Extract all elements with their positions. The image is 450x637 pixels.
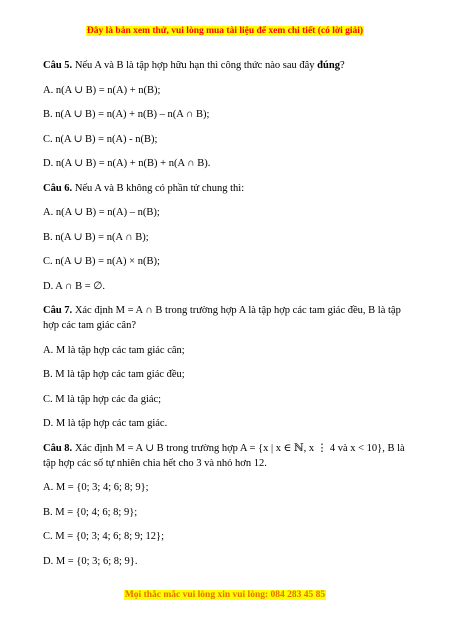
question-6 xyxy=(43,181,415,196)
question-label: Câu 7. xyxy=(43,305,73,316)
option-b: B. n(A ∪ B) = n(A ∩ B); xyxy=(43,231,149,243)
question-label: Câu 5. xyxy=(43,60,73,71)
option-a: A. n(A ∪ B) = n(A) – n(B); xyxy=(43,207,160,218)
question-list xyxy=(43,58,415,578)
question-text: Xác định M = A ∩ B trong trường hợp A là tập hợp các tam giác đều, B là tập hợp các tam giác cân? xyxy=(43,305,401,331)
option-d: D. M = {0; 3; 6; 8; 9}. xyxy=(43,555,138,567)
question-text: Nếu A và B là tập hợp hữu hạn thì công thức nào sau đây xyxy=(74,60,315,71)
question-label: Câu 8. xyxy=(43,442,73,454)
option-c: C. n(A ∪ B) = n(A) - n(B); xyxy=(43,133,158,145)
question-5: Câu 5. Nếu A và B là tập hợp hữu hạn thì công thức nào sau đây đúng? xyxy=(43,60,345,71)
contact-footer-banner: Mọi thắc mắc vui lòng xin vui lòng: 084 283 45 85 xyxy=(124,590,326,600)
option-b: B. n(A ∪ B) = n(A) + n(B) – n(A ∩ B); xyxy=(43,109,210,120)
question-text: Xác định M = A ∪ B trong trường hợp A = {x | x ∈ ℕ, x ⋮ 4 và x < 10}, B là tập hợp các số tự nhiên chia hết cho 3 và nhỏ hơn 12. xyxy=(43,442,405,469)
question-label: Câu 6. xyxy=(43,182,73,194)
question-8 xyxy=(43,441,415,471)
option-c: C. n(A ∪ B) = n(A) × n(B); xyxy=(43,256,160,267)
option-b: B. M = {0; 4; 6; 8; 9}; xyxy=(43,506,138,518)
option-a: A. n(A ∪ B) = n(A) + n(B); xyxy=(43,84,161,96)
preview-notice-banner: Đây là bản xem thử, vui lòng mua tài liệu để xem chi tiết (có lời giải) xyxy=(86,26,364,36)
option-a: A. M là tập hợp các tam giác cân; xyxy=(43,344,185,356)
question-7 xyxy=(43,303,415,333)
option-a: A. M = {0; 3; 4; 6; 8; 9}; xyxy=(43,482,149,493)
option-b: B. M là tập hợp các tam giác đều; xyxy=(43,369,185,380)
option-d: D. M là tập hợp các tam giác. xyxy=(43,418,168,429)
option-c: C. M là tập hợp các đa giác; xyxy=(43,393,162,405)
option-d: D. A ∩ B = ∅. xyxy=(43,280,106,292)
option-c: C. M = {0; 3; 4; 6; 8; 9; 12}; xyxy=(43,531,165,542)
question-emphasis: đúng xyxy=(317,60,340,71)
question-text: Nếu A và B không có phần tử chung thì: xyxy=(74,182,245,194)
option-d: D. n(A ∪ B) = n(A) + n(B) + n(A ∩ B). xyxy=(43,158,211,169)
